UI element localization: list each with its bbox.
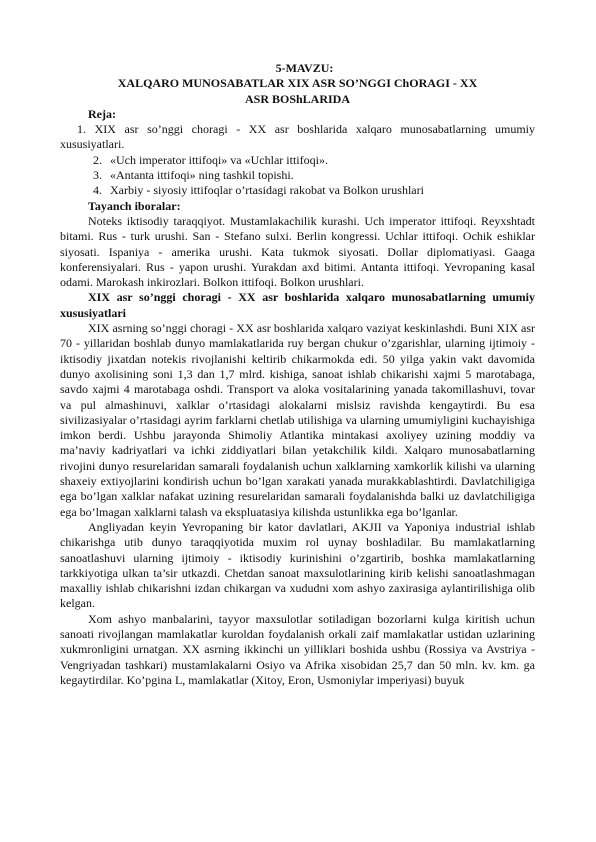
plan-label: Reja: bbox=[88, 106, 116, 121]
plan-item-number: 4. bbox=[93, 183, 102, 198]
plan-item-text: «Uch imperator ittifoqi» va «Uchlar ittifoqi». bbox=[110, 152, 328, 167]
plan-item bbox=[60, 183, 535, 198]
title-line-2: ASR BOShLARIDA bbox=[244, 91, 351, 106]
plan-item-text: XIX asr so’nggi choragi - XX asr boshlarida xalqaro munosabatlarning umumiy xususiyatlari. bbox=[60, 122, 536, 152]
keywords-text: Noteks iktisodiy taraqqiyot. Mustamlakachilik kurashi. Uch imperator ittifoqi. Reyxshtadt bitami. Rus - turk urushi. San - Stefano sulxi. Berlin kongressi. Uchlar ittifoqi. Ochik eshiklar siyosati. Ispaniya - amerika urushi. Kata tukmok siyosati. Dollar diplomatiyasi. Gaaga konferensiyalari. Rus - yapon urushi. Yurakdan axd bitimi. Antanta ittifoqi. Yevropaning kasal odami. Marokash inkirozlari. Bolkon ittifoqi. Bolkon urushlari. bbox=[60, 213, 535, 290]
keywords-label: Tayanch iboralar: bbox=[88, 198, 181, 213]
topic-number: 5-MAVZU: bbox=[275, 61, 334, 75]
body-paragraph: Xom ashyo manbalarini, tayyor maxsulotlar sotiladigan bozorlarni kulga kiritish uchun sanoati rivojlangan mamlakatlar kuroldan foydalanish orkali zaif mamlakatlar ustidan uzlarining xukmronligini urnatgan. XX asrning ikkinchi un yilliklari boshida ushbu (Rossiya va Avstriya - Vengriyadan tashkari) mustamlakalarni Osiyo va Afrika xisobidan 25,7 dan 50 mln. kv. km. ga kegaytirdilar. Ko’pgina L, mamlakatlar (Xitoy, Eron, Usmoniylar imperiyasi) buyuk bbox=[60, 611, 535, 687]
plan-list bbox=[60, 122, 535, 198]
plan-item-number: 1. bbox=[77, 122, 86, 137]
body-paragraph: Angliyadan keyin Yevropaning bir kator davlatlari, AKJII va Yaponiya industrial ishlab chikarishga utib dunyo taraqqiyotida muxim rol uynay boshladilar. Bu mamlakatlarning sanoatlashuvi ularning ijtimoiy - iktisodiy kurinishini o’zgartirib, boshka mamlakatlarning tarkkiyotiga ulkan ta’sir utkazdi. Chetdan sanoat maxsulotlarining kirib kelishi sanoatlashmagan maxalliy ishlab chikarishni izdan chikargan va xududni xom ashyo zaxirasiga aylantirilishiga olib kelgan. bbox=[60, 519, 535, 611]
plan-item-text: «Antanta ittifoqi» ning tashkil topishi. bbox=[110, 168, 294, 183]
title-line-1: XALQARO MUNOSABATLAR XIX ASR SO’NGGI ChORAGI - XX bbox=[117, 76, 478, 91]
section-heading: XIX asr so’nggi choragi - XX asr boshlarida xalqaro munosabatlarning umumiy xususiyatlari bbox=[60, 290, 535, 320]
plan-item bbox=[60, 153, 535, 168]
plan-item bbox=[60, 168, 535, 183]
page-content bbox=[60, 61, 535, 688]
body-paragraph: XIX asrning so’nggi choragi - XX asr boshlarida xalqaro vaziyat keskinlashdi. Buni XIX asr 70 - yillaridan boshlab dunyo mamlakatlarida ruy bergan chukur o’zgarishlar, ularning ijtimoiy - iktisodiy jixatdan notekis rivojlanishi keltirib chikarmokda edi. 50 yilga yakin vakt davomida dunyo axolisining soni 1,3 dan 1,7 mlrd. kishiga, sanoat ishlab chikarishi xajmi 5 marotabaga, savdo xajmi 4 marotabaga oshdi. Transport va aloka vositalarining yanada takomillashuvi, tovar va pul almashinuvi, xalklar o’rtasidagi alokalarni mislsiz ravishda kengaytirdi. Bu esa sivilizasiyalar o’rtasidagi ayrim farklarni chetlab utilishiga va ularning umumiyligini kuchayishiga imkon berdi. Ushbu jarayonda Shimoliy Atlantika mintakasi axoliyey uzining moddiy va ma’naviy kadriyatlari va ichki ziddiyatlari bilan yetakchilik kildi. Xalqaro munosabatlarning rivojini dunyo resurelaridan samarali foydalanish uchun xalklarning xamkorlik kilishi va ularning shaxeiy extiyojlarini kondirish uchun bo’lgan xarakati yanada murakkablashtirdi. Davlatchiligiga ega bo’lgan xalklar nafakat uzining resurelaridan samarali foydalanishda balki uz davlatchiligiga ega bo’lmagan xalklarni talash va ekspluatasiya kilishda ustunlikka ega bo’lganlar. bbox=[60, 321, 535, 519]
plan-item bbox=[60, 122, 535, 153]
plan-item-text: Xarbiy - siyosiy ittifoqlar o’rtasidagi rakobat va Bolkon urushlari bbox=[110, 183, 424, 198]
plan-item-number: 3. bbox=[93, 168, 102, 183]
plan-item-number: 2. bbox=[93, 152, 102, 167]
